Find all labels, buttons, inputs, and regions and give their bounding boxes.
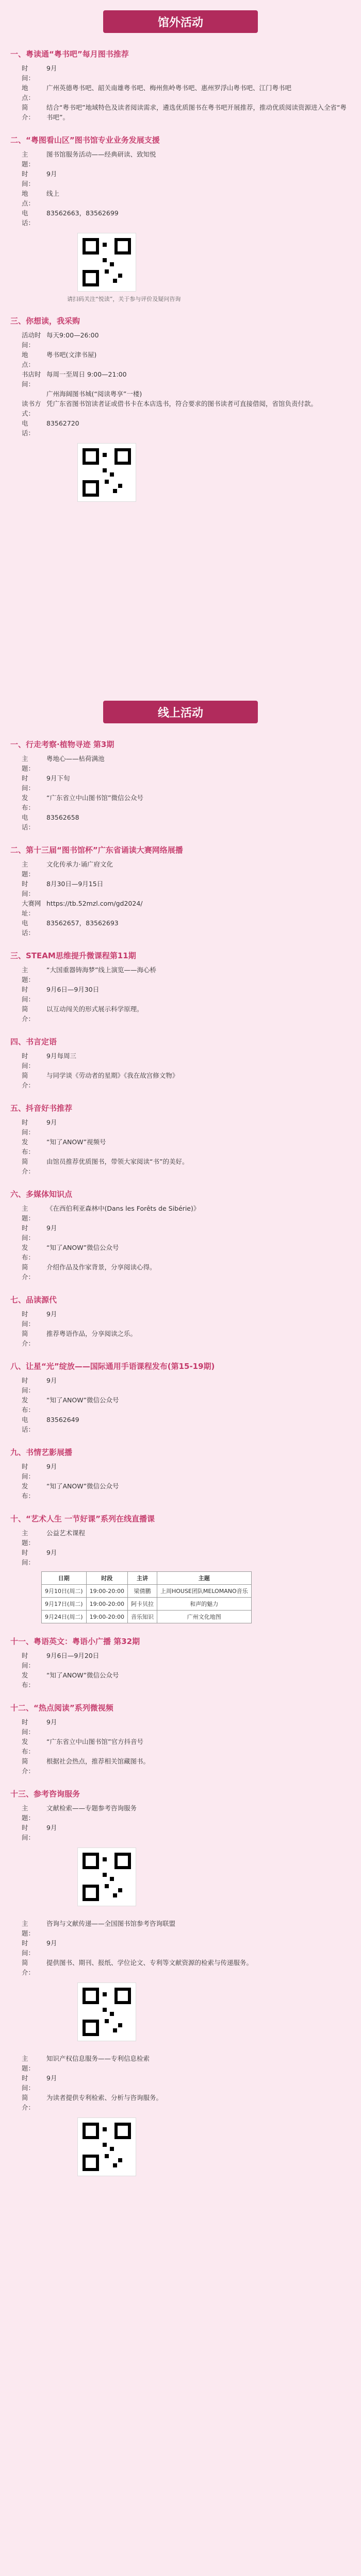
detail-key: 主 题： — [22, 1205, 35, 1222]
activity-item — [10, 1702, 351, 1776]
detail-value: 9月 — [46, 170, 57, 178]
activity-detail-row — [22, 2054, 351, 2073]
detail-key: 发 布： — [22, 1138, 35, 1156]
detail-value: 结合“粤书吧”地域特色及读者阅读需求，遴选优质图书在粤书吧开展推荐，推动优质阅读资源进入全省“粤书吧”。 — [46, 104, 347, 121]
detail-value: “知了ANOW”微信公众号 — [46, 1671, 119, 1679]
detail-value: 9月 — [46, 1118, 57, 1126]
detail-key: 时 间： — [22, 1824, 35, 1841]
activity-detail-row — [22, 754, 351, 773]
activity-detail-row — [22, 1651, 351, 1670]
detail-key: 读书方式： — [22, 400, 41, 417]
detail-value: 9月 — [46, 1310, 57, 1318]
detail-value: 9月6日—9月20日 — [46, 1652, 100, 1659]
detail-key: 活动时间： — [22, 331, 41, 349]
activity-title: 十一、粤语英文：粤语小广播 第32期 — [10, 1637, 140, 1646]
detail-key: 电 话： — [22, 1416, 35, 1433]
detail-key: 时 间： — [22, 1310, 35, 1328]
table-cell: 9月17日(周二) — [42, 1598, 87, 1611]
detail-value: 为读者提供专利检索、分析与咨询服务。 — [46, 2094, 163, 2102]
activity-detail-row — [22, 1481, 351, 1501]
detail-key: 大赛网址： — [22, 900, 41, 917]
qr-caption: 请扫码关注“悦读”，关于参与评价及疑问咨询 — [67, 296, 181, 302]
activity-detail-row — [22, 1051, 351, 1071]
online-section — [0, 701, 361, 2576]
detail-key: 时 间： — [22, 1939, 35, 1957]
activity-detail-row — [22, 773, 351, 793]
detail-key: 简 介： — [22, 1757, 35, 1775]
activity-title: 十二、“热点阅读”系列微视频 — [10, 1703, 113, 1713]
activity-title: 九、书情艺影展播 — [10, 1448, 73, 1457]
activity-detail-row — [22, 2093, 351, 2112]
detail-key: 时 间： — [22, 986, 35, 1003]
activity-item — [10, 1919, 351, 2041]
table-cell: 19:00-20:00 — [86, 1585, 127, 1598]
detail-key: 发 布： — [22, 1244, 35, 1261]
detail-value: 与同学谈《劳动者的星期》《我在故宫修文物》 — [46, 1072, 179, 1079]
detail-key: 时 间： — [22, 1118, 35, 1136]
detail-key: 简 介： — [22, 1263, 35, 1281]
activity-item — [10, 1103, 351, 1176]
detail-key: 主 题： — [22, 1920, 35, 1937]
activity-detail-row — [22, 1223, 351, 1243]
table-cell: 19:00-20:00 — [86, 1598, 127, 1611]
table-row — [42, 1585, 252, 1598]
detail-value: 83562663，83562699 — [46, 209, 119, 217]
detail-value: 8月30日—9月15日 — [46, 880, 104, 888]
activity-detail-row — [22, 1004, 351, 1024]
detail-value: 广州英德粤书吧、韶关南雄粤书吧、梅州焦岭粤书吧、惠州罗浮山粤书吧、江门粤书吧 — [46, 84, 292, 92]
detail-key: 地 点： — [22, 351, 35, 368]
table-header-cell: 日期 — [42, 1572, 87, 1585]
activity-detail-row — [22, 1823, 351, 1842]
activity-item — [10, 1036, 351, 1090]
detail-key: 时 间： — [22, 1549, 35, 1566]
detail-value: 9月 — [46, 64, 57, 72]
detail-key: 主 题： — [22, 1804, 35, 1822]
activity-detail-row — [22, 793, 351, 812]
detail-value: 《在西伯利亚森林中(Dans les Forêts de Sibérie)》 — [46, 1205, 200, 1212]
activity-item — [10, 2054, 351, 2176]
detail-key: 发 布： — [22, 1482, 35, 1500]
qr-code-icon — [77, 2117, 136, 2176]
activity-detail-row — [22, 389, 351, 399]
detail-value: 9月每周三 — [46, 1052, 76, 1060]
detail-key: 发 布： — [22, 1738, 35, 1755]
detail-key: 简 介： — [22, 1158, 35, 1175]
detail-value: 83562658 — [46, 814, 79, 821]
detail-value: 粤书吧(文津书屋) — [46, 351, 97, 359]
detail-key: 时 间： — [22, 880, 35, 897]
detail-value: “知了ANOW”视频号 — [46, 1138, 106, 1146]
activity-item — [10, 1447, 351, 1501]
detail-value: 咨询与文献传递——全国图书馆参考咨询联盟 — [46, 1920, 176, 1927]
activity-detail-row — [22, 149, 351, 169]
detail-key: 时 间： — [22, 774, 35, 792]
detail-value: 推荐粤语作品，分享阅读之乐。 — [46, 1330, 137, 1337]
detail-value: 以互动闯关的形式展示科学原理。 — [46, 1005, 143, 1013]
detail-value: 公益艺术课程 — [46, 1529, 86, 1537]
detail-value: 83562720 — [46, 419, 79, 427]
detail-key: 简 介： — [22, 1005, 35, 1023]
activity-detail-row — [22, 1329, 351, 1348]
detail-key: 主 题： — [22, 1529, 35, 1547]
detail-key: 电 话： — [22, 919, 35, 937]
activity-detail-row — [22, 1737, 351, 1756]
qr-code-icon — [77, 1982, 136, 2041]
detail-value: 知识产权信息服务——专利信息检索 — [46, 2055, 150, 2062]
detail-value: “知了ANOW”微信公众号 — [46, 1482, 119, 1490]
activity-detail-row — [22, 1157, 351, 1176]
activity-detail-row — [22, 1756, 351, 1776]
activity-detail-row — [22, 208, 351, 228]
detail-value: 图书馆服务活动——经典研读、致知悦 — [46, 150, 156, 158]
detail-value: “广东省立中山图书馆”微信公众号 — [46, 794, 143, 802]
activity-detail-row — [22, 63, 351, 83]
activity-title: 一、行走考察·植物寻迹 第3期 — [10, 740, 114, 749]
detail-value: 文献检索——专题参考咨询服务 — [46, 1804, 137, 1812]
outdoor-activity-list — [10, 48, 351, 502]
activity-title: 十、“艺术人生 一节好课”系列在线直播课 — [10, 1514, 155, 1523]
detail-key: 主 题： — [22, 150, 35, 168]
activity-detail-row — [22, 899, 351, 918]
activity-detail-row — [22, 1462, 351, 1481]
activity-item — [10, 134, 351, 303]
table-row — [42, 1611, 252, 1623]
detail-key: 时 间： — [22, 1224, 35, 1242]
activity-detail-row — [22, 859, 351, 879]
detail-key: 发 布： — [22, 1671, 35, 1689]
activity-item — [10, 1513, 351, 1623]
detail-value: 9月 — [46, 1377, 57, 1384]
detail-key: 时 间： — [22, 170, 35, 188]
table-cell: 音乐知识 — [127, 1611, 157, 1623]
detail-value: 线上 — [46, 190, 60, 197]
detail-key: 主 题： — [22, 2055, 35, 2072]
detail-key: 时 间： — [22, 1718, 35, 1736]
table-cell: 阿卡贝拉 — [127, 1598, 157, 1611]
activity-title: 四、书言定语 — [10, 1037, 57, 1046]
activity-detail-row — [22, 1071, 351, 1090]
activity-detail-row — [22, 1528, 351, 1548]
activity-item — [10, 844, 351, 938]
activity-detail-row — [22, 1395, 351, 1415]
detail-value: 9月 — [46, 1549, 57, 1556]
activity-detail-row — [22, 1137, 351, 1157]
activity-detail-row — [22, 1243, 351, 1262]
activity-item — [10, 1788, 351, 1906]
activity-title: 三、STEAM思维提升微课程第11期 — [10, 951, 136, 960]
activity-detail-row — [22, 1803, 351, 1823]
activity-detail-row — [22, 1376, 351, 1395]
outdoor-section — [0, 0, 361, 701]
activity-detail-row — [22, 1958, 351, 1977]
table-cell: 梁倩鹏 — [127, 1585, 157, 1598]
activity-detail-row — [22, 369, 351, 389]
detail-key: 时 间： — [22, 1652, 35, 1669]
activity-title: 六、多媒体知识点 — [10, 1190, 73, 1199]
table-cell: 9月10日(周二) — [42, 1585, 87, 1598]
detail-key: 地 点： — [22, 190, 35, 207]
activity-title: 八、让星“光”绽放——国际通用手语课程发布(第15-19期) — [10, 1362, 215, 1371]
detail-key: 地 点： — [22, 84, 35, 101]
detail-key: 主 题： — [22, 966, 35, 984]
detail-value: “知了ANOW”微信公众号 — [46, 1396, 119, 1404]
table-cell: 上周HOUSE团队MELOMANO音乐 — [157, 1585, 251, 1598]
detail-value: 粤地心——枯荷满池 — [46, 755, 105, 762]
detail-key: 发 布： — [22, 1396, 35, 1414]
activity-detail-row — [22, 350, 351, 369]
activity-detail-row — [22, 965, 351, 985]
detail-value: 83562649 — [46, 1416, 79, 1423]
activity-item — [10, 48, 351, 122]
activity-title: 二、“粤图看山区”图书馆专业业务发展支援 — [10, 135, 160, 145]
activity-detail-row — [22, 1204, 351, 1223]
detail-value: 凭广东省图书馆读者证或借书卡在本店选书，符合要求的图书读者可直接借阅，省馆负责付款。 — [46, 400, 318, 408]
detail-key: 时 间： — [22, 1463, 35, 1480]
detail-value: 提供图书、期刊、报纸、学位论文、专利等文献资源的检索与传递服务。 — [46, 1959, 253, 1967]
activity-detail-row — [22, 812, 351, 832]
table-cell: 9月24日(周二) — [42, 1611, 87, 1623]
activity-title: 一、粤读通“粤书吧”每月图书推荐 — [10, 49, 129, 59]
activity-detail-row — [22, 1262, 351, 1282]
detail-value: “大国重器铸海梦”线上演览——海心桥 — [46, 966, 156, 974]
detail-value: 由馆员推荐优质图书，带领大家阅读“书”的美好。 — [46, 1158, 189, 1165]
activity-item — [10, 739, 351, 832]
detail-value: 每周一至周日 9:00—21:00 — [46, 370, 127, 378]
detail-value: “广东省立中山图书馆”官方抖音号 — [46, 1738, 143, 1745]
detail-value: 9月6日—9月30日 — [46, 986, 100, 993]
activity-detail-row — [22, 1919, 351, 1938]
qr-code-icon — [77, 1848, 136, 1906]
detail-key: 简 介： — [22, 1330, 35, 1347]
detail-value: 9月 — [46, 1939, 57, 1947]
detail-key: 时 间： — [22, 2074, 35, 2092]
activity-detail-row — [22, 1415, 351, 1434]
detail-value: 9月 — [46, 1224, 57, 1232]
activity-detail-row — [22, 1670, 351, 1690]
activity-detail-row — [22, 418, 351, 438]
detail-key: 简 介： — [22, 1959, 35, 1976]
activity-detail-row — [22, 1309, 351, 1329]
detail-key: 时 间： — [22, 64, 35, 82]
detail-key: 简 介： — [22, 1072, 35, 1089]
activity-title: 二、第十三届“图书馆杯”广东省诵读大赛网络展播 — [10, 845, 183, 855]
detail-key: 时 间： — [22, 1052, 35, 1070]
lecture-schedule-table — [41, 1571, 252, 1623]
activity-detail-row — [22, 879, 351, 899]
table-row — [42, 1598, 252, 1611]
detail-key: 简 介： — [22, 104, 35, 121]
activity-detail-row — [22, 399, 351, 418]
activity-item — [10, 1361, 351, 1434]
activity-detail-row — [22, 189, 351, 208]
detail-key — [22, 389, 46, 399]
table-header-cell: 主题 — [157, 1572, 251, 1585]
detail-value: 9月 — [46, 1824, 57, 1832]
table-header-cell: 主讲 — [127, 1572, 157, 1585]
table-header-cell: 时段 — [86, 1572, 127, 1585]
activity-item — [10, 1294, 351, 1348]
activity-title: 五、抖音好书推荐 — [10, 1104, 73, 1113]
detail-key: 发 布： — [22, 794, 35, 811]
detail-value: “知了ANOW”微信公众号 — [46, 1244, 119, 1251]
detail-value: 每天9:00—26:00 — [46, 331, 99, 339]
activity-detail-row — [22, 103, 351, 122]
detail-value: 9月 — [46, 1718, 57, 1726]
activity-detail-row — [22, 83, 351, 103]
activity-title: 七、品读源代 — [10, 1295, 57, 1304]
table-cell: 广州文化地图 — [157, 1611, 251, 1623]
activity-detail-row — [22, 2073, 351, 2093]
detail-value: 广州海阔图书城(“阅读粤享”一楼) — [46, 390, 142, 398]
activity-detail-row — [22, 918, 351, 938]
activity-detail-row — [22, 985, 351, 1004]
activity-detail-row — [22, 330, 351, 350]
detail-key: 简 介： — [22, 2094, 35, 2111]
qr-code-icon — [77, 443, 136, 502]
activity-title: 三、你想读，我采购 — [10, 316, 80, 326]
activity-detail-row — [22, 1117, 351, 1137]
activity-item — [10, 315, 351, 502]
activity-item — [10, 1636, 351, 1690]
online-title: 线上活动 — [103, 701, 258, 723]
activity-detail-row — [22, 1938, 351, 1958]
detail-key: 电 话： — [22, 209, 35, 227]
detail-value: 9月 — [46, 2074, 57, 2082]
detail-value: 根据社会热点，推荐相关馆藏图书。 — [46, 1757, 150, 1765]
detail-value: https://tb.52mzl.com/gd2024/ — [46, 900, 143, 907]
table-cell: 19:00-20:00 — [86, 1611, 127, 1623]
detail-value: 9月下旬 — [46, 774, 70, 782]
activity-detail-row — [22, 169, 351, 189]
online-activity-list — [10, 739, 351, 2176]
activity-item — [10, 950, 351, 1024]
detail-value: 83562657，83562693 — [46, 919, 119, 927]
qr-code-icon — [77, 233, 136, 292]
detail-key: 时 间： — [22, 1377, 35, 1394]
activity-detail-row — [22, 1717, 351, 1737]
outdoor-title: 馆外活动 — [103, 10, 258, 33]
detail-key: 电 话： — [22, 814, 35, 831]
table-cell: 和声的魅力 — [157, 1598, 251, 1611]
activity-detail-row — [22, 1548, 351, 1567]
detail-key: 电 话： — [22, 419, 35, 437]
activity-title: 十三、参考咨询服务 — [10, 1789, 80, 1799]
detail-key: 主 题： — [22, 755, 35, 772]
detail-key: 书店时间： — [22, 370, 41, 388]
detail-value: 介绍作品及作家背景，分享阅读心得。 — [46, 1263, 156, 1271]
activity-item — [10, 1189, 351, 1282]
detail-value: 9月 — [46, 1463, 57, 1470]
detail-key: 主 题： — [22, 860, 35, 878]
detail-value: 文化传承力·诵广府文化 — [46, 860, 113, 868]
